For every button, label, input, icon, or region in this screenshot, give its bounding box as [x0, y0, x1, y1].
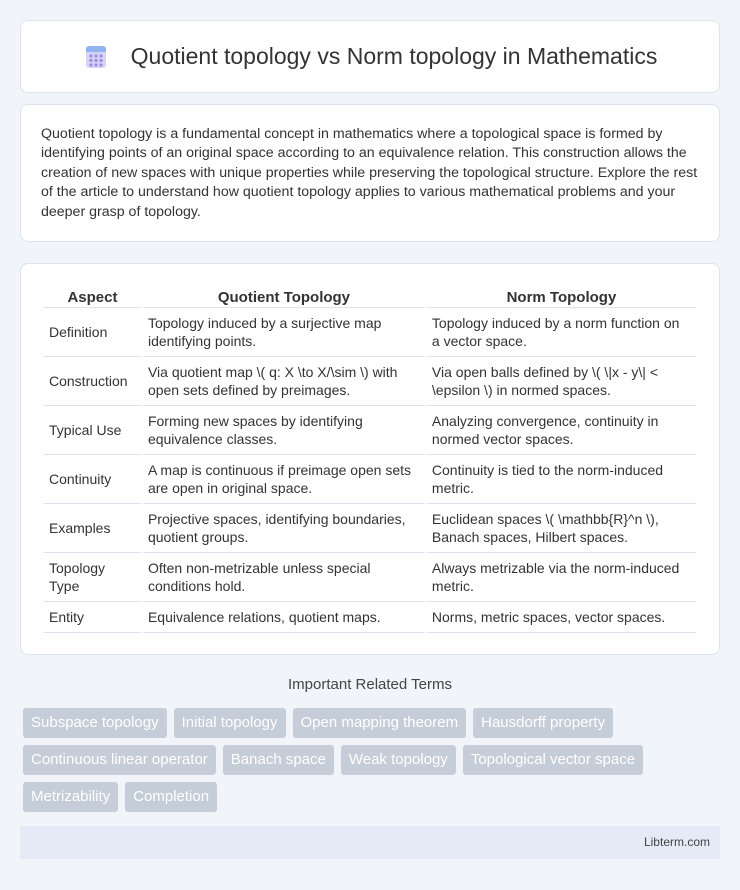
cell-quotient: Forming new spaces by identifying equivalence classes. [143, 406, 425, 455]
intro-card [20, 104, 720, 242]
table-row [44, 602, 696, 633]
table-row [44, 455, 696, 504]
page-title: Quotient topology vs Norm topology in Mathematics [130, 43, 658, 69]
related-terms-list [23, 708, 723, 819]
cell-norm: Topology induced by a norm function on a vector space. [427, 308, 696, 357]
cell-quotient: Projective spaces, identifying boundaries, quotient groups. [143, 504, 425, 553]
tag-banach-space[interactable]: Banach space [223, 745, 334, 775]
tag-continuous-linear-operator[interactable]: Continuous linear operator [23, 745, 216, 775]
comparison-table-card [20, 263, 720, 655]
tag-completion[interactable]: Completion [125, 782, 217, 812]
related-terms-title: Important Related Terms [288, 676, 452, 693]
tag-metrizability[interactable]: Metrizability [23, 782, 118, 812]
cell-quotient: A map is continuous if preimage open sets are open in original space. [143, 455, 425, 504]
header-aspect: Aspect [44, 284, 141, 308]
cell-aspect: Typical Use [44, 406, 141, 455]
cell-aspect: Examples [44, 504, 141, 553]
cell-aspect: Continuity [44, 455, 141, 504]
cell-quotient: Via quotient map \( q: X \to X/\sim \) with open sets defined by preimages. [143, 357, 425, 406]
footer-site-link[interactable]: Libterm.com [643, 835, 710, 849]
cell-aspect: Definition [44, 308, 141, 357]
cell-quotient: Equivalence relations, quotient maps. [143, 602, 425, 633]
tag-hausdorff-property[interactable]: Hausdorff property [473, 708, 613, 738]
cell-quotient: Often non-metrizable unless special conditions hold. [143, 553, 425, 602]
tag-topological-vector-space[interactable]: Topological vector space [463, 745, 643, 775]
tag-subspace-topology[interactable]: Subspace topology [23, 708, 167, 738]
cell-norm: Via open balls defined by \( \|x - y\| < \epsilon \) in normed spaces. [427, 357, 696, 406]
header-norm: Norm Topology [427, 284, 696, 308]
calculator-icon [83, 44, 109, 70]
table-row [44, 406, 696, 455]
cell-norm: Analyzing convergence, continuity in normed vector spaces. [427, 406, 696, 455]
tag-open-mapping-theorem[interactable]: Open mapping theorem [293, 708, 467, 738]
cell-norm: Norms, metric spaces, vector spaces. [427, 602, 696, 633]
tag-row [23, 708, 723, 738]
tag-weak-topology[interactable]: Weak topology [341, 745, 456, 775]
cell-norm: Always metrizable via the norm-induced metric. [427, 553, 696, 602]
cell-quotient: Topology induced by a surjective map identifying points. [143, 308, 425, 357]
table-row [44, 357, 696, 406]
tag-initial-topology[interactable]: Initial topology [174, 708, 286, 738]
table-row [44, 553, 696, 602]
header-card [20, 20, 720, 93]
cell-aspect: Construction [44, 357, 141, 406]
cell-norm: Euclidean spaces \( \mathbb{R}^n \), Banach spaces, Hilbert spaces. [427, 504, 696, 553]
table-row [44, 504, 696, 553]
cell-aspect: Topology Type [44, 553, 141, 602]
tag-row [23, 782, 723, 812]
comparison-table [42, 284, 698, 633]
cell-aspect: Entity [44, 602, 141, 633]
table-row [44, 308, 696, 357]
intro-text: Quotient topology is a fundamental concept in mathematics where a topological space is formed by identifying points of an original space according to an equivalence relation. This construction allows the creation of new spaces with unique properties while preserving the topological structure. Explore the rest of the article to understand how quotient topology applies to various mathematical problems and your deeper grasp of topology. [41, 126, 698, 220]
footer [20, 826, 720, 859]
cell-norm: Continuity is tied to the norm-induced metric. [427, 455, 696, 504]
tag-row [23, 745, 723, 775]
header-quotient: Quotient Topology [143, 284, 425, 308]
